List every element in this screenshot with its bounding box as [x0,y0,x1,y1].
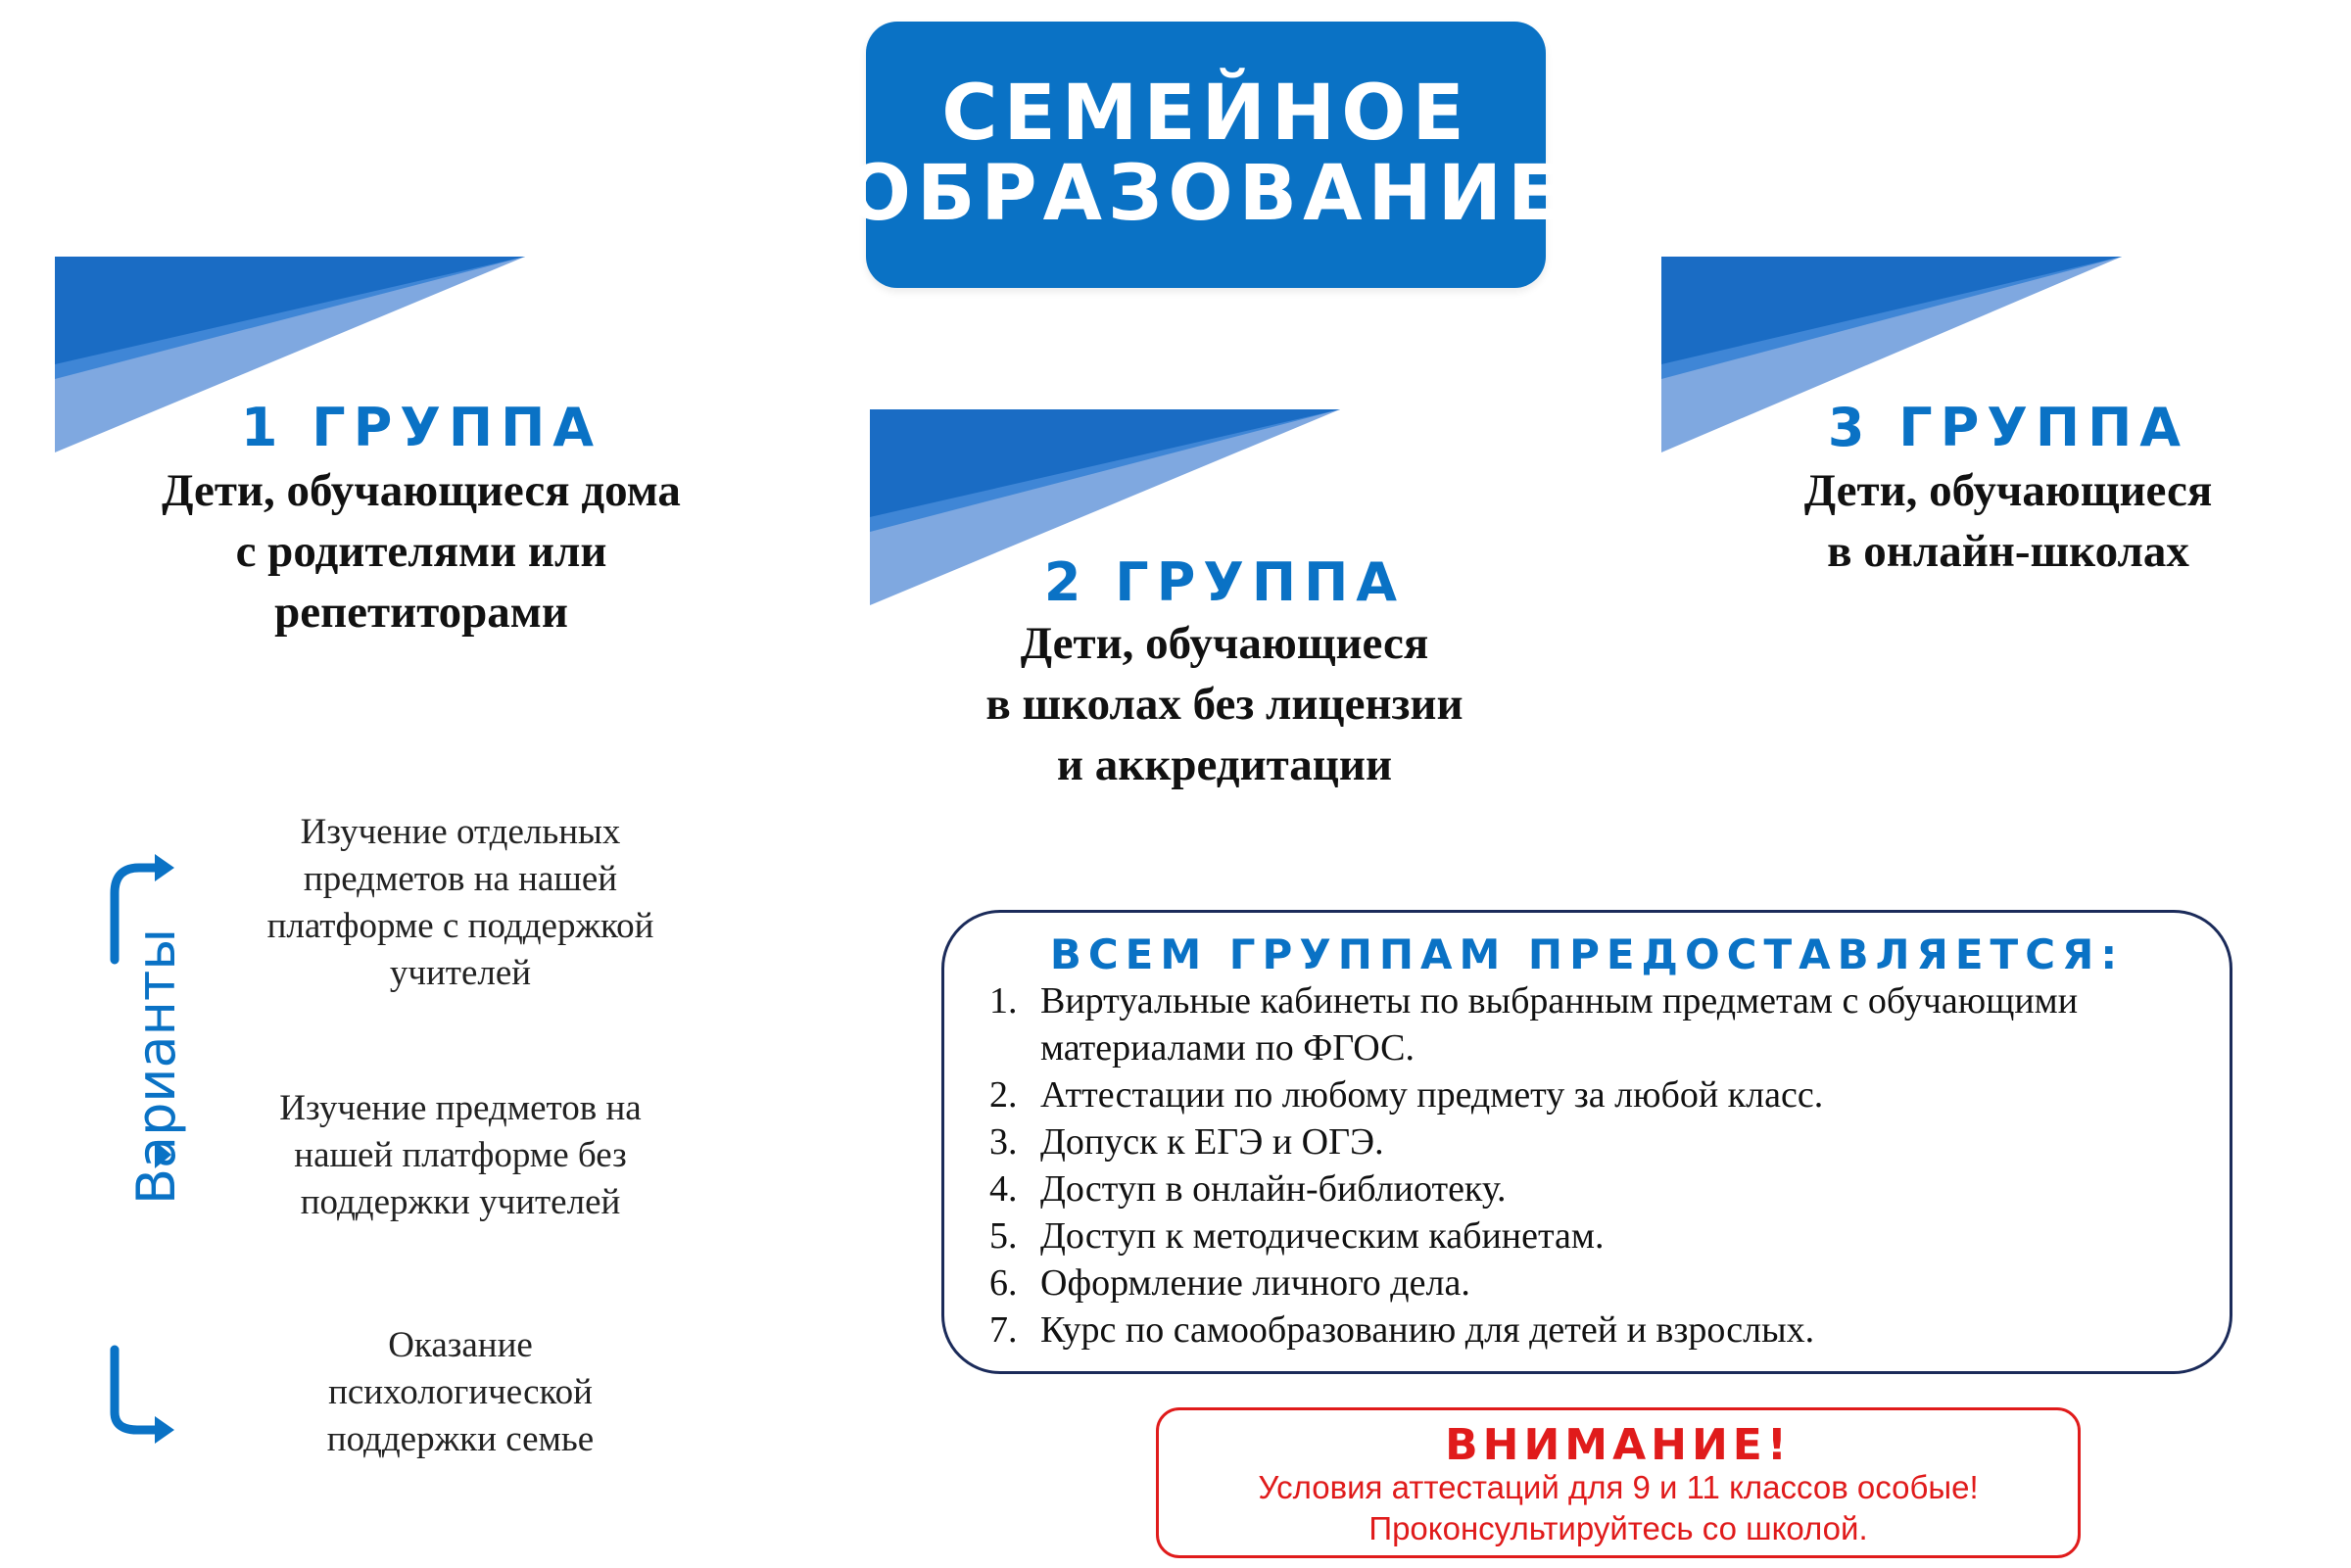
benefit-text: Курс по самообразованию для детей и взрослых. [1040,1309,1815,1351]
variant-1-line: Изучение отдельных [300,812,621,852]
benefit-number: 4. [989,1168,1018,1210]
variant-3-line: психологической [328,1372,593,1412]
group-3-line: Дети, обучающиеся [1803,465,2213,516]
group-1-line: с родителями или [235,526,607,577]
benefit-text: Аттестации по любому предмету за любой класс. [1040,1074,1824,1116]
benefit-number: 6. [989,1262,1018,1304]
group-2-description [862,613,1587,795]
group-1-heading: 1 ГРУППА [240,397,602,458]
title-banner [845,22,1566,288]
benefit-item [989,1212,2214,1259]
variants-label: Варианты [125,928,187,1205]
variant-item-3 [196,1322,725,1463]
group-2-heading: 2 ГРУППА [1043,551,1406,613]
arrow-bottom [155,1416,174,1444]
benefit-item [989,1307,2214,1354]
variant-item-2 [196,1085,725,1226]
benefit-item [989,1259,2214,1307]
benefit-number: 5. [989,1215,1018,1257]
variant-1-line: предметов на нашей [303,859,618,899]
bracket-bottom-stroke [115,1350,159,1430]
benefit-item [989,1165,2214,1212]
variant-1-line: учителей [389,953,532,993]
benefit-number: 1. [989,980,1018,1022]
group-1-description [59,460,784,642]
benefit-number: 7. [989,1309,1018,1351]
variant-1-line: платформе с поддержкой [266,906,654,946]
benefit-text: Виртуальные кабинеты по выбранным предметам с обучающими [1040,980,2079,1022]
warning-line-2: Проконсультируйтесь со школой. [1368,1510,1868,1546]
group-3-line: в онлайн-школах [1827,526,2189,577]
benefit-text: Доступ к методическим кабинетам. [1040,1215,1605,1257]
arrow-top [155,854,174,881]
benefit-text: Допуск к ЕГЭ и ОГЭ. [1040,1121,1384,1163]
group-3-description [1665,460,2351,582]
all-groups-title: ВСЕМ ГРУППАМ ПРЕДОСТАВЛЯЕТСЯ: [1049,930,2125,978]
group-2-line: Дети, обучающиеся [1020,618,1429,669]
warning-title: ВНИМАНИЕ! [1445,1420,1792,1470]
variant-2-line: нашей платформе без [294,1135,627,1175]
benefit-item [989,1118,2214,1165]
benefit-number: 3. [989,1121,1018,1163]
benefit-number: 2. [989,1074,1018,1116]
group-1-line: репетиторами [274,587,568,638]
benefits-list [989,977,2214,1354]
group-3-heading: 3 ГРУППА [1827,397,2189,458]
group-1-line: Дети, обучающиеся дома [162,465,681,516]
benefit-item [989,977,2214,1071]
warning-line-1: Условия аттестаций для 9 и 11 классов особые! [1258,1469,1979,1505]
benefit-text: Доступ в онлайн-библиотеку. [1040,1168,1507,1210]
benefit-item [989,1071,2214,1118]
group-2-line: в школах без лицензии [985,679,1463,730]
title-line-1: СЕМЕЙНОЕ [941,70,1470,159]
variant-2-line: поддержки учителей [300,1182,621,1222]
benefit-text: материалами по ФГОС. [1040,1027,1415,1069]
group-2-line: и аккредитации [1056,739,1393,790]
variant-2-line: Изучение предметов на [279,1088,642,1128]
variant-3-line: Оказание [388,1325,533,1365]
title-line-2: ОБРАЗОВАНИЕ [845,150,1566,238]
variant-item-1 [196,809,725,997]
variant-3-line: поддержки семье [326,1419,595,1459]
benefit-text: Оформление личного дела. [1040,1262,1470,1304]
